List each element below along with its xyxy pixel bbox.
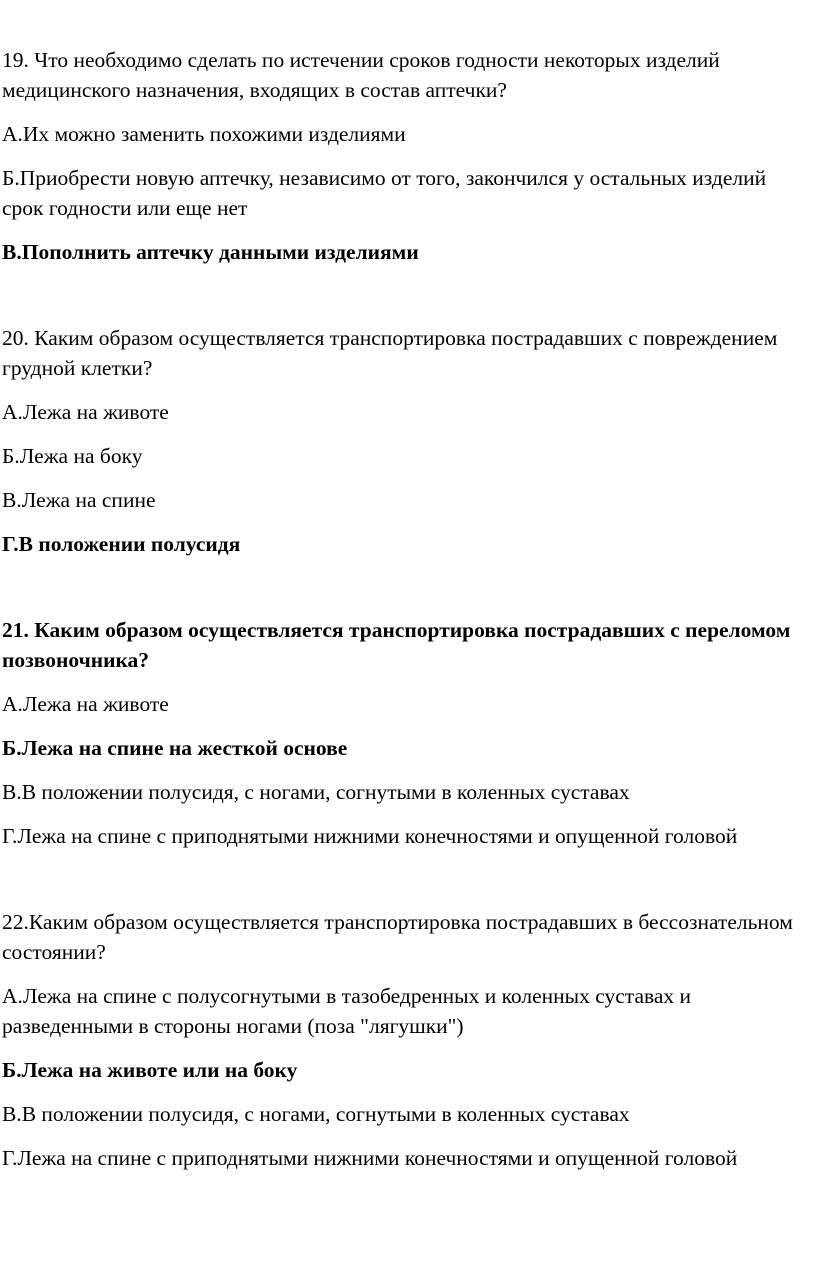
q20-option-v: В.Лежа на спине (2, 488, 156, 512)
q19-option-v-answer: В.Пополнить аптечку данными изделиями (2, 240, 419, 264)
question-21: 21. Каким образом осуществляется транспортировка пострадавших с переломом позвоночника? (2, 618, 791, 672)
q22-option-b-answer: Б.Лежа на животе или на боку (2, 1058, 298, 1082)
q21-option-g: Г.Лежа на спине с приподнятыми нижними конечностями и опущенной головой (2, 824, 738, 848)
q20-option-a: А.Лежа на животе (2, 400, 169, 424)
question-22: 22.Каким образом осуществляется транспортировка пострадавших в бессознательном состоянии? (2, 910, 793, 964)
q21-option-v: В.В положении полусидя, с ногами, согнутыми в коленных суставах (2, 780, 630, 804)
q22-option-g: Г.Лежа на спине с приподнятыми нижними конечностями и опущенной головой (2, 1146, 738, 1170)
question-20: 20. Каким образом осуществляется транспортировка пострадавших с повреждением грудной клетки? (2, 326, 778, 380)
q20-option-g-answer: Г.В положении полусидя (2, 532, 241, 556)
q20-option-b: Б.Лежа на боку (2, 444, 143, 468)
q21-option-b-answer: Б.Лежа на спине на жесткой основе (2, 736, 348, 760)
q21-option-a: А.Лежа на животе (2, 692, 169, 716)
q19-option-a: А.Их можно заменить похожими изделиями (2, 122, 406, 146)
q22-option-a: А.Лежа на спине с полусогнутыми в тазобедренных и коленных суставах и разведенными в стороны ногами (поза "лягушки") (2, 984, 692, 1038)
question-19: 19. Что необходимо сделать по истечении сроков годности некоторых изделий медицинского назначения, входящих в состав аптечки? (2, 48, 720, 102)
q19-option-b: Б.Приобрести новую аптечку, независимо от того, закончился у остальных изделий срок годности или еще нет (2, 166, 767, 220)
q22-option-v: В.В положении полусидя, с ногами, согнутыми в коленных суставах (2, 1102, 630, 1126)
